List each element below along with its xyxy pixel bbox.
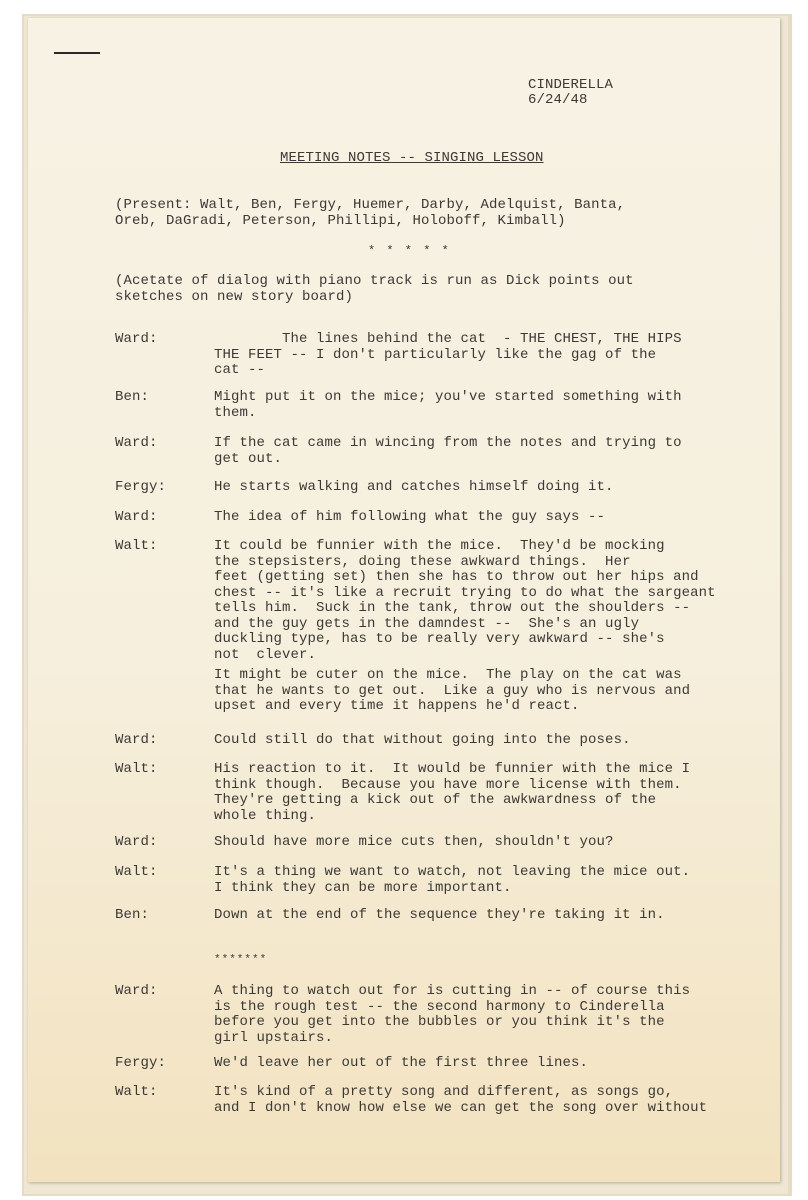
dialogue-line: before you get into the bubbles or you think it's the [214, 1014, 665, 1030]
dialogue-line: I think they can be more important. [214, 879, 512, 896]
speaker-label: Ward: [115, 509, 158, 525]
dialogue-line: It might be cuter on the mice. The play on the cat was [214, 667, 682, 683]
speaker-label: Fergy: [115, 1055, 167, 1071]
dialogue-line: is the rough test -- the second harmony to Cinderella [214, 998, 665, 1015]
dialogue-line: We'd leave her out of the first three lines. [214, 1055, 589, 1071]
dialogue-line: feet (getting set) then she has to throw out her hips and [214, 569, 699, 585]
dialogue-line: the stepsisters, doing these awkward things. Her [214, 553, 631, 570]
dialogue-line: not clever. [214, 646, 317, 663]
dialogue-line: whole thing. [214, 807, 317, 824]
speaker-label: Ward: [115, 732, 158, 748]
attendees-paragraph [115, 198, 735, 229]
dialogue-line: duckling type, has to be really very awkward -- she's [214, 631, 665, 647]
speaker-label: Walt: [115, 538, 158, 554]
speaker-label: Walt: [115, 761, 158, 777]
speaker-label: Fergy: [115, 479, 167, 495]
dialogue-line: It's a thing we want to watch, not leaving the mice out. [214, 864, 691, 880]
dialogue-line: Should have more mice cuts then, shouldn't you? [214, 834, 614, 850]
speaker-label: Ward: [115, 435, 158, 451]
dialogue-line: A thing to watch out for is cutting in -- of course this [214, 983, 691, 999]
corner-rule-mark [54, 52, 100, 54]
acetate-note-paragraph [115, 274, 735, 305]
dialogue-line: chest -- it's like a recruit trying to do what the sargeant [214, 584, 716, 601]
dialogue-line: cat -- [214, 362, 266, 378]
dialogue-line: It's kind of a pretty song and different, as songs go, [214, 1084, 674, 1100]
document-header [528, 78, 688, 108]
dialogue-line: and the guy gets in the damndest -- She's an ugly [214, 615, 640, 632]
speaker-label: Ward: [115, 834, 158, 850]
page-title: MEETING NOTES -- SINGING LESSON [280, 150, 544, 166]
dialogue-line: tells him. Suck in the tank, throw out the shoulders -- [214, 600, 691, 616]
text-line: Oreb, DaGradi, Peterson, Phillipi, Holoboff, Kimball) [115, 212, 566, 229]
dialogue-line: They're getting a kick out of the awkwardness of the [214, 792, 657, 808]
dialogue-line: think though. Because you have more license with them. [214, 776, 682, 793]
dialogue-line: The lines behind the cat - THE CHEST, THE HIPS [214, 331, 682, 347]
dialogue-line: If the cat came in wincing from the notes and trying to [214, 435, 682, 451]
speaker-label: Walt: [115, 1084, 158, 1100]
speaker-label: Walt: [115, 864, 158, 880]
section-divider-stars: * * * * * [368, 244, 451, 258]
dialogue-line: that he wants to get out. Like a guy who is nervous and [214, 682, 691, 699]
dialogue-line: It could be funnier with the mice. They'd be mocking [214, 538, 665, 554]
dialogue-line: He starts walking and catches himself doing it. [214, 479, 614, 495]
dialogue-line: His reaction to it. It would be funnier with the mice I [214, 761, 691, 777]
dialogue-line: them. [214, 404, 257, 421]
dialogue-line: Might put it on the mice; you've started something with [214, 389, 682, 405]
project-name: CINDERELLA [528, 77, 614, 93]
speaker-label: Ward: [115, 983, 158, 999]
document-page [28, 18, 780, 1182]
dialogue-line: THE FEET -- I don't particularly like the gag of the [214, 346, 657, 363]
text-line: (Acetate of dialog with piano track is run as Dick points out [115, 273, 634, 289]
section-divider-stars: ******* [214, 954, 268, 966]
document-date: 6/24/48 [528, 92, 588, 108]
dialogue-line: Could still do that without going into the poses. [214, 732, 631, 748]
speaker-label: Ward: [115, 331, 158, 347]
dialogue-line: and I don't know how else we can get the song over without [214, 1099, 708, 1116]
dialogue-line: upset and every time it happens he'd react. [214, 698, 580, 714]
text-line: (Present: Walt, Ben, Fergy, Huemer, Darby, Adelquist, Banta, [115, 197, 626, 213]
speaker-label: Ben: [115, 389, 150, 405]
speaker-label: Ben: [115, 907, 150, 923]
dialogue-line: Down at the end of the sequence they're taking it in. [214, 907, 665, 923]
dialogue-line: The idea of him following what the guy says -- [214, 509, 606, 525]
text-line: sketches on new story board) [115, 288, 354, 305]
dialogue-line: get out. [214, 450, 283, 467]
dialogue-line: girl upstairs. [214, 1029, 334, 1046]
